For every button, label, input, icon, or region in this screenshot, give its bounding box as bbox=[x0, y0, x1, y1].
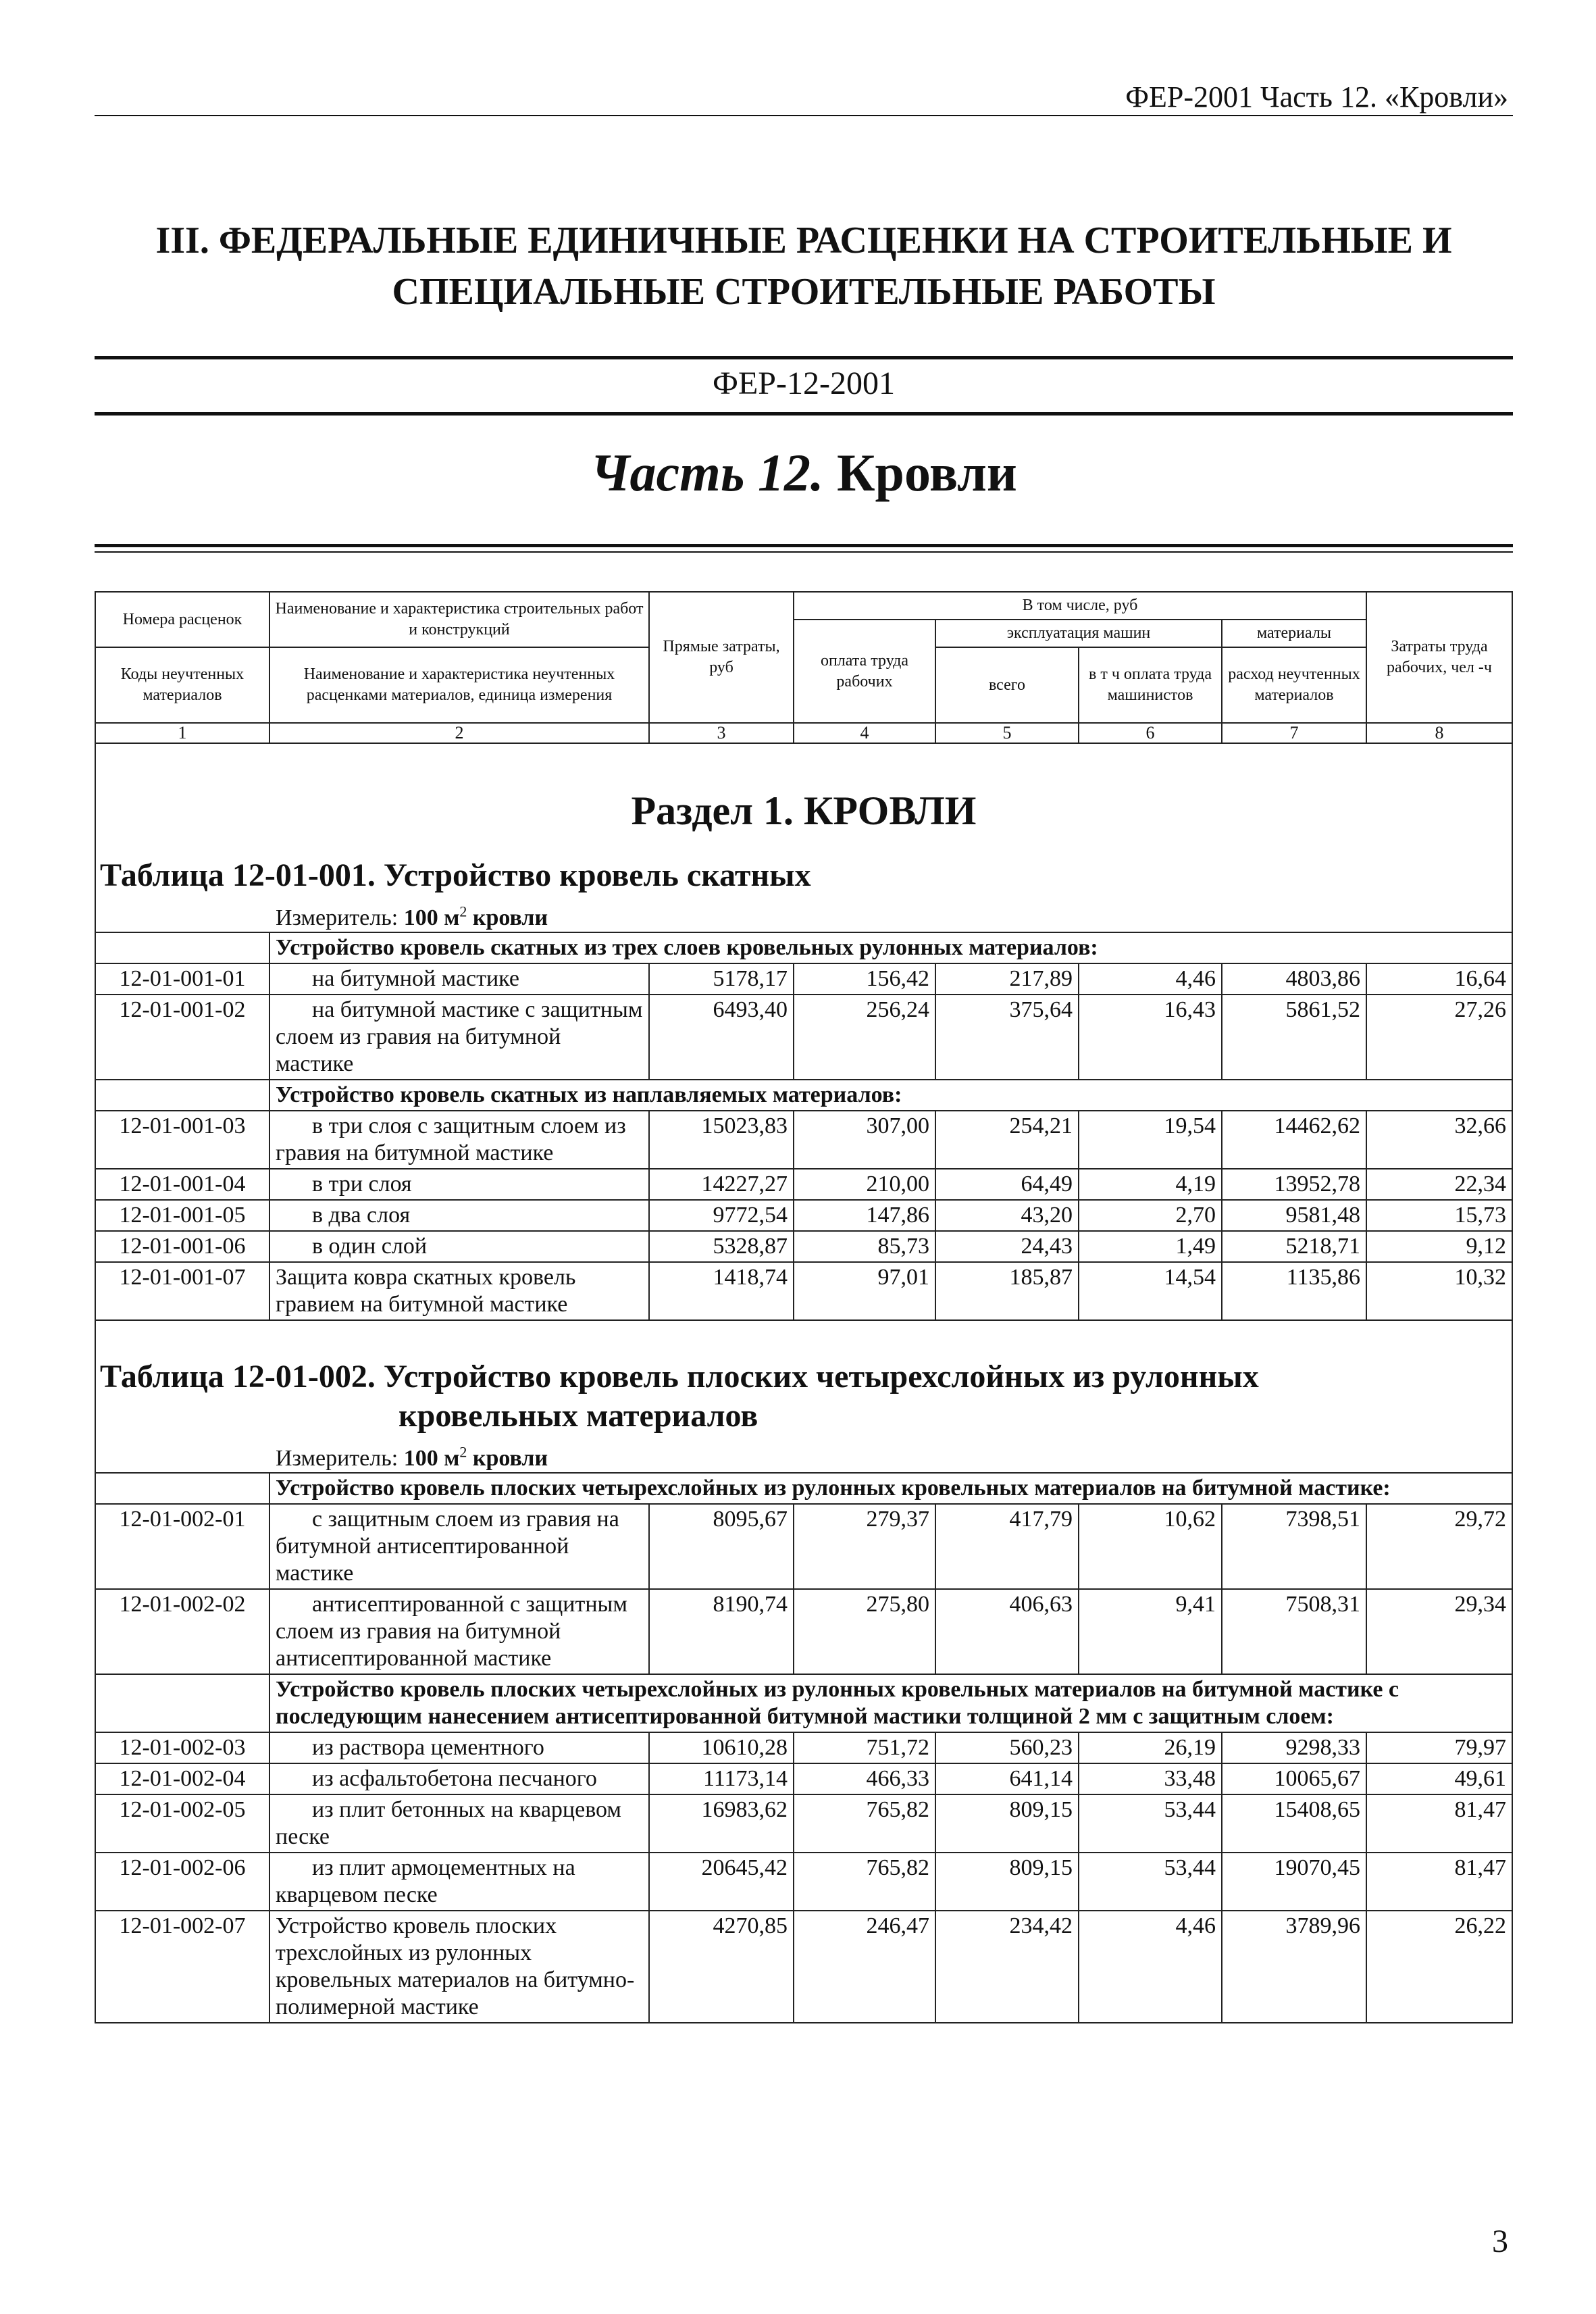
section-heading-cell bbox=[95, 743, 1512, 932]
direct-costs: 16983,62 bbox=[649, 1794, 794, 1853]
materials: 4803,86 bbox=[1222, 963, 1366, 995]
direct-costs: 8095,67 bbox=[649, 1504, 794, 1589]
document-code: ФЕР-12-2001 bbox=[713, 366, 895, 401]
materials: 7508,31 bbox=[1222, 1589, 1366, 1674]
machines-total: 185,87 bbox=[935, 1262, 1079, 1320]
main-title bbox=[95, 215, 1513, 318]
header-machinist-pay: в т ч оплата труда машинистов bbox=[1079, 647, 1222, 723]
table-row bbox=[95, 1732, 1512, 1763]
column-number-8: 8 bbox=[1366, 723, 1512, 743]
main-title-line-2: СПЕЦИАЛЬНЫЕ СТРОИТЕЛЬНЫЕ РАБОТЫ bbox=[392, 271, 1216, 313]
table-2-subheader-2-text: Устройство кровель плоских четырехслойных из рулонных кровельных материалов на битумной мастике с последующим нанесением антисептированной битумной мастики толщиной 2 мм с защитным слоем: bbox=[269, 1674, 1512, 1732]
labor-hours: 49,61 bbox=[1366, 1763, 1512, 1794]
section-title: Раздел 1. КРОВЛИ bbox=[631, 788, 977, 833]
column-number-2: 2 bbox=[269, 723, 649, 743]
labor-hours: 81,47 bbox=[1366, 1794, 1512, 1853]
table-2-title-line-2: кровельных материалов bbox=[398, 1398, 758, 1434]
part-title-name: Кровли bbox=[823, 443, 1017, 502]
machines-total: 254,21 bbox=[935, 1111, 1079, 1169]
materials: 9298,33 bbox=[1222, 1732, 1366, 1763]
direct-costs: 11173,14 bbox=[649, 1763, 794, 1794]
rate-code: 12-01-002-03 bbox=[95, 1732, 269, 1763]
rate-name: в три слоя с защитным слоем из гравия на битумной мастике bbox=[269, 1111, 649, 1169]
meter-unit: кровли bbox=[467, 1446, 548, 1471]
rate-name: Устройство кровель плоских трехслойных из рулонных кровельных материалов на битумно-полимерной мастике bbox=[269, 1911, 649, 2023]
direct-costs: 10610,28 bbox=[649, 1732, 794, 1763]
column-number-1: 1 bbox=[95, 723, 269, 743]
labor-hours: 27,26 bbox=[1366, 995, 1512, 1080]
table-2-subheader-1 bbox=[95, 1473, 1512, 1504]
machinist-pay: 19,54 bbox=[1079, 1111, 1222, 1169]
rate-name: с защитным слоем из гравия на битумной антисептированной мастике bbox=[269, 1504, 649, 1589]
labor-pay: 85,73 bbox=[794, 1231, 935, 1262]
machinist-pay: 4,19 bbox=[1079, 1169, 1222, 1200]
table-2-subheader-2 bbox=[95, 1674, 1512, 1732]
meter-sup: 2 bbox=[459, 903, 467, 920]
labor-hours: 22,34 bbox=[1366, 1169, 1512, 1200]
direct-costs: 15023,83 bbox=[649, 1111, 794, 1169]
running-head: ФЕР-2001 Часть 12. «Кровли» bbox=[1125, 80, 1508, 114]
table-1-subheader-2 bbox=[95, 1080, 1512, 1111]
machinist-pay: 14,54 bbox=[1079, 1262, 1222, 1320]
column-number-4: 4 bbox=[794, 723, 935, 743]
header-labor-pay: оплата труда рабочих bbox=[794, 620, 935, 723]
part-title-number: Часть 12. bbox=[590, 443, 824, 502]
column-number-7: 7 bbox=[1222, 723, 1366, 743]
rate-code: 12-01-001-05 bbox=[95, 1200, 269, 1231]
rate-name: на битумной мастике с защитным слоем из гравия на битумной мастике bbox=[269, 995, 649, 1080]
code-rule-top bbox=[95, 356, 1513, 359]
machinist-pay: 1,49 bbox=[1079, 1231, 1222, 1262]
header-material-codes: Коды неучтенных материалов bbox=[95, 647, 269, 723]
materials: 9581,48 bbox=[1222, 1200, 1366, 1231]
header-rates-number: Номера расценок bbox=[95, 592, 269, 647]
machinist-pay: 53,44 bbox=[1079, 1794, 1222, 1853]
meter-unit: кровли bbox=[467, 905, 548, 930]
labor-pay: 275,80 bbox=[794, 1589, 935, 1674]
header-direct-costs: Прямые затраты, руб bbox=[649, 592, 794, 723]
labor-pay: 279,37 bbox=[794, 1504, 935, 1589]
labor-pay: 210,00 bbox=[794, 1169, 935, 1200]
table-2-title-line-1: Таблица 12-01-002. Устройство кровель плоских четырехслойных из рулонных bbox=[100, 1359, 1259, 1394]
machinist-pay: 16,43 bbox=[1079, 995, 1222, 1080]
meter-value: 100 м bbox=[403, 1446, 460, 1471]
rate-name: в три слоя bbox=[269, 1169, 649, 1200]
table-row bbox=[95, 995, 1512, 1080]
labor-pay: 765,82 bbox=[794, 1853, 935, 1911]
header-machines: эксплуатация машин bbox=[935, 620, 1222, 647]
materials: 10065,67 bbox=[1222, 1763, 1366, 1794]
rate-code: 12-01-001-02 bbox=[95, 995, 269, 1080]
table-row bbox=[95, 1763, 1512, 1794]
rate-name: в один слой bbox=[269, 1231, 649, 1262]
labor-hours: 9,12 bbox=[1366, 1231, 1512, 1262]
rate-name: из плит армоцементных на кварцевом песке bbox=[269, 1853, 649, 1911]
table-row bbox=[95, 1911, 1512, 2023]
materials: 3789,96 bbox=[1222, 1911, 1366, 2023]
labor-pay: 256,24 bbox=[794, 995, 935, 1080]
materials: 5218,71 bbox=[1222, 1231, 1366, 1262]
rate-code: 12-01-001-03 bbox=[95, 1111, 269, 1169]
machinist-pay: 33,48 bbox=[1079, 1763, 1222, 1794]
labor-hours: 15,73 bbox=[1366, 1200, 1512, 1231]
labor-pay: 466,33 bbox=[794, 1763, 935, 1794]
table-rule-2 bbox=[95, 551, 1513, 553]
materials: 1135,86 bbox=[1222, 1262, 1366, 1320]
table-row bbox=[95, 1589, 1512, 1674]
machinist-pay: 26,19 bbox=[1079, 1732, 1222, 1763]
direct-costs: 6493,40 bbox=[649, 995, 794, 1080]
header-machines-total: всего bbox=[935, 647, 1079, 723]
rate-code: 12-01-002-04 bbox=[95, 1763, 269, 1794]
labor-pay: 751,72 bbox=[794, 1732, 935, 1763]
direct-costs: 8190,74 bbox=[649, 1589, 794, 1674]
labor-hours: 16,64 bbox=[1366, 963, 1512, 995]
column-numbers-row bbox=[95, 723, 1512, 743]
labor-hours: 81,47 bbox=[1366, 1853, 1512, 1911]
column-number-5: 5 bbox=[935, 723, 1079, 743]
rate-code: 12-01-002-06 bbox=[95, 1853, 269, 1911]
direct-costs: 5328,87 bbox=[649, 1231, 794, 1262]
section-heading-row bbox=[95, 743, 1512, 932]
table-row bbox=[95, 963, 1512, 995]
rate-code: 12-01-001-01 bbox=[95, 963, 269, 995]
table-1-meter bbox=[100, 905, 1508, 932]
machines-total: 43,20 bbox=[935, 1200, 1079, 1231]
machinist-pay: 4,46 bbox=[1079, 963, 1222, 995]
main-title-line-1: III. ФЕДЕРАЛЬНЫЕ ЕДИНИЧНЫЕ РАСЦЕНКИ НА СТРОИТЕЛЬНЫЕ И bbox=[155, 220, 1452, 261]
meter-label: Измеритель: bbox=[276, 905, 404, 930]
meter-value: 100 м bbox=[403, 905, 460, 930]
column-number-3: 3 bbox=[649, 723, 794, 743]
table-1-subheader-2-text: Устройство кровель скатных из наплавляемых материалов: bbox=[269, 1080, 1512, 1111]
rate-code: 12-01-001-07 bbox=[95, 1262, 269, 1320]
machines-total: 234,42 bbox=[935, 1911, 1079, 2023]
table-1-subheader-1-text: Устройство кровель скатных из трех слоев кровельных рулонных материалов: bbox=[269, 932, 1512, 963]
machinist-pay: 2,70 bbox=[1079, 1200, 1222, 1231]
table-2-title bbox=[100, 1321, 1508, 1440]
machines-total: 406,63 bbox=[935, 1589, 1079, 1674]
labor-hours: 29,72 bbox=[1366, 1504, 1512, 1589]
labor-hours: 26,22 bbox=[1366, 1911, 1512, 2023]
materials: 15408,65 bbox=[1222, 1794, 1366, 1853]
machines-total: 641,14 bbox=[935, 1763, 1079, 1794]
column-number-6: 6 bbox=[1079, 723, 1222, 743]
machines-total: 375,64 bbox=[935, 995, 1079, 1080]
labor-pay: 246,47 bbox=[794, 1911, 935, 2023]
rate-code: 12-01-002-02 bbox=[95, 1589, 269, 1674]
rate-name: Защита ковра скатных кровель гравием на битумной мастике bbox=[269, 1262, 649, 1320]
machinist-pay: 53,44 bbox=[1079, 1853, 1222, 1911]
rate-code: 12-01-001-04 bbox=[95, 1169, 269, 1200]
header-materials: материалы bbox=[1222, 620, 1366, 647]
rate-name: из раствора цементного bbox=[269, 1732, 649, 1763]
direct-costs: 4270,85 bbox=[649, 1911, 794, 2023]
labor-pay: 147,86 bbox=[794, 1200, 935, 1231]
machines-total: 560,23 bbox=[935, 1732, 1079, 1763]
rate-name: из плит бетонных на кварцевом песке bbox=[269, 1794, 649, 1853]
meter-label: Измеритель: bbox=[276, 1446, 404, 1471]
direct-costs: 1418,74 bbox=[649, 1262, 794, 1320]
rate-code: 12-01-002-05 bbox=[95, 1794, 269, 1853]
materials: 13952,78 bbox=[1222, 1169, 1366, 1200]
table-2-subheader-1-text: Устройство кровель плоских четырехслойных из рулонных кровельных материалов на битумной мастике: bbox=[269, 1473, 1512, 1504]
table-row bbox=[95, 1231, 1512, 1262]
materials: 14462,62 bbox=[1222, 1111, 1366, 1169]
materials: 5861,52 bbox=[1222, 995, 1366, 1080]
page-number: 3 bbox=[1492, 2223, 1508, 2259]
header-materials-consumption: расход неучтенных материалов bbox=[1222, 647, 1366, 723]
direct-costs: 5178,17 bbox=[649, 963, 794, 995]
rate-name: из асфальтобетона песчаного bbox=[269, 1763, 649, 1794]
table-1-subheader-1 bbox=[95, 932, 1512, 963]
labor-hours: 32,66 bbox=[1366, 1111, 1512, 1169]
rate-code: 12-01-002-07 bbox=[95, 1911, 269, 2023]
rate-code: 12-01-001-06 bbox=[95, 1231, 269, 1262]
rates-table bbox=[95, 591, 1513, 2023]
materials: 19070,45 bbox=[1222, 1853, 1366, 1911]
labor-pay: 307,00 bbox=[794, 1111, 935, 1169]
table-2-heading-cell bbox=[95, 1320, 1512, 1473]
labor-pay: 97,01 bbox=[794, 1262, 935, 1320]
meter-sup: 2 bbox=[459, 1443, 467, 1461]
labor-hours: 10,32 bbox=[1366, 1262, 1512, 1320]
header-work-name: Наименование и характеристика строительных работ и конструкций bbox=[269, 592, 649, 647]
table-2-heading-row bbox=[95, 1320, 1512, 1473]
direct-costs: 20645,42 bbox=[649, 1853, 794, 1911]
table-rule-1 bbox=[95, 544, 1513, 547]
direct-costs: 14227,27 bbox=[649, 1169, 794, 1200]
table-row bbox=[95, 1200, 1512, 1231]
table-row bbox=[95, 1111, 1512, 1169]
rate-name: на битумной мастике bbox=[269, 963, 649, 995]
machinist-pay: 10,62 bbox=[1079, 1504, 1222, 1589]
table-row bbox=[95, 1169, 1512, 1200]
header-rule bbox=[95, 115, 1513, 116]
rate-name: в два слоя bbox=[269, 1200, 649, 1231]
labor-hours: 79,97 bbox=[1366, 1732, 1512, 1763]
machinist-pay: 9,41 bbox=[1079, 1589, 1222, 1674]
header-row-1 bbox=[95, 592, 1512, 620]
rate-name: антисептированной с защитным слоем из гравия на битумной антисептированной мастике bbox=[269, 1589, 649, 1674]
machines-total: 809,15 bbox=[935, 1794, 1079, 1853]
rate-code: 12-01-002-01 bbox=[95, 1504, 269, 1589]
part-title bbox=[95, 443, 1513, 503]
header-including: В том числе, руб bbox=[794, 592, 1366, 620]
table-row bbox=[95, 1853, 1512, 1911]
table-1-title: Таблица 12-01-001. Устройство кровель скатных bbox=[100, 857, 811, 893]
labor-pay: 156,42 bbox=[794, 963, 935, 995]
machines-total: 417,79 bbox=[935, 1504, 1079, 1589]
materials: 7398,51 bbox=[1222, 1504, 1366, 1589]
labor-hours: 29,34 bbox=[1366, 1589, 1512, 1674]
table-row bbox=[95, 1794, 1512, 1853]
header-material-names: Наименование и характеристика неучтенных расценками материалов, единица измерения bbox=[269, 647, 649, 723]
header-labor-hours: Затраты труда рабочих, чел -ч bbox=[1366, 592, 1512, 723]
table-2-meter bbox=[100, 1445, 1508, 1472]
machines-total: 64,49 bbox=[935, 1169, 1079, 1200]
machines-total: 809,15 bbox=[935, 1853, 1079, 1911]
table-row bbox=[95, 1262, 1512, 1320]
machinist-pay: 4,46 bbox=[1079, 1911, 1222, 2023]
table-row bbox=[95, 1504, 1512, 1589]
machines-total: 24,43 bbox=[935, 1231, 1079, 1262]
code-rule-bottom bbox=[95, 412, 1513, 416]
labor-pay: 765,82 bbox=[794, 1794, 935, 1853]
machines-total: 217,89 bbox=[935, 963, 1079, 995]
direct-costs: 9772,54 bbox=[649, 1200, 794, 1231]
